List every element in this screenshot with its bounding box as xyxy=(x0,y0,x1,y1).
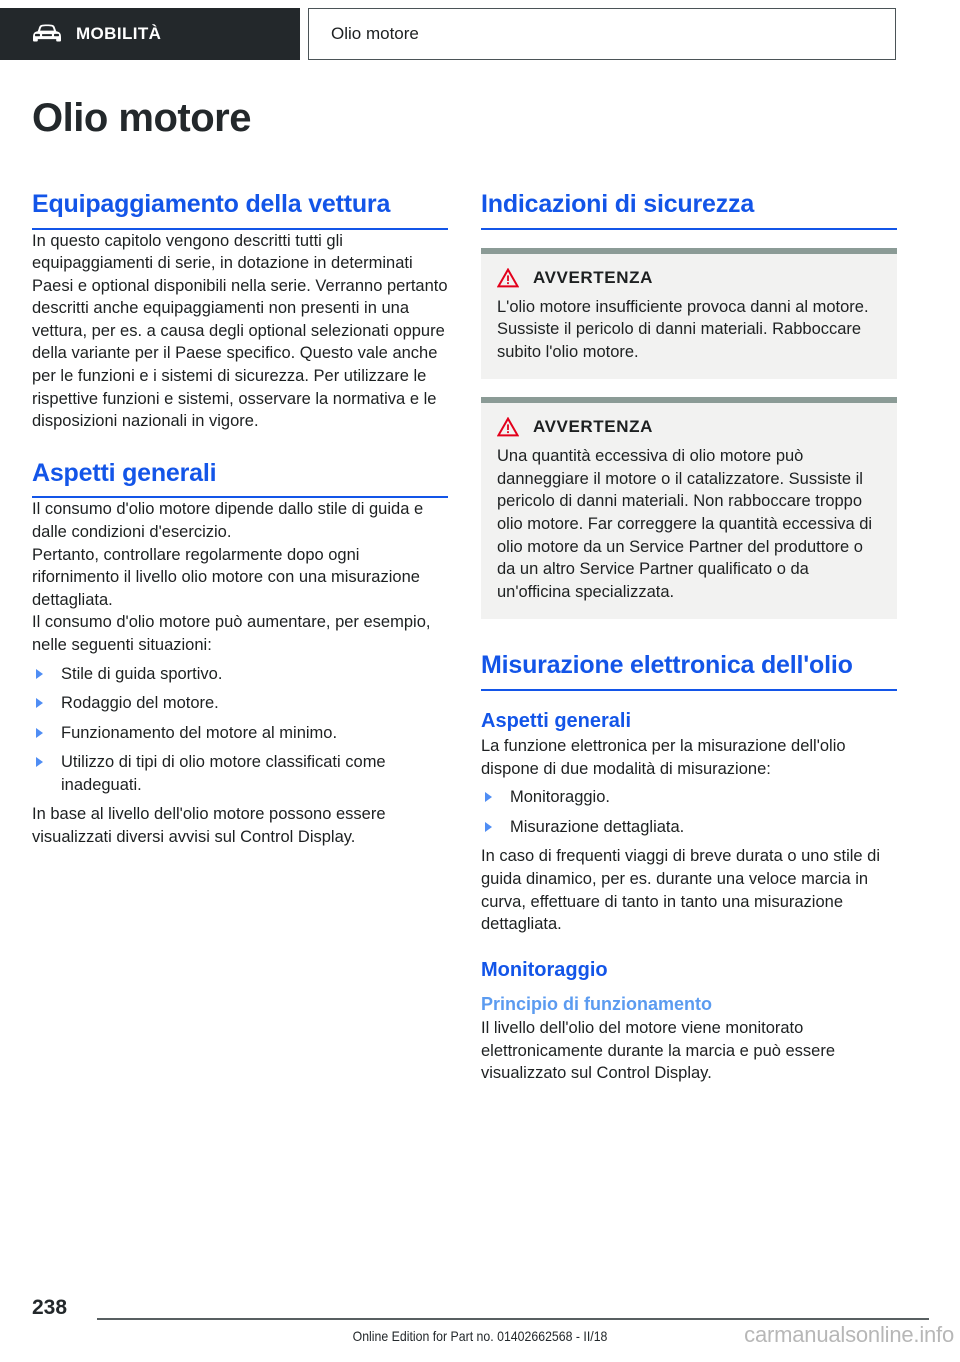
document-header xyxy=(0,8,960,60)
warning-header xyxy=(497,417,881,437)
paragraph-equipaggiamento: In questo capitolo vengono descritti tutti gli equipaggiamenti di serie, in dotazione in determinati Paesi e optional disponibili nella serie. Verranno pertanto descritti anche equipaggiamenti non presenti in una vettura, per es. a causa degli optional selezionati oppure della variante per il Paese specifico. Questo vale anche per le funzioni e i sistemi di sicurezza. Per utilizzare le rispettive funzioni e sistemi, osservare la normativa e le disposizioni nazionali in vigore. xyxy=(32,231,448,431)
chapter-tab[interactable] xyxy=(0,8,300,60)
triangle-bullet-icon xyxy=(36,728,43,738)
section-tab-label: Olio motore xyxy=(331,24,419,43)
paragraph-avvisi-control-display: In base al livello dell'olio motore possono essere visualizzati diversi avvisi sul Control Display. xyxy=(32,805,386,847)
page-number: 238 xyxy=(32,1296,68,1319)
warning-text: Una quantità eccessiva di olio motore può danneggiare il motore o il catalizzatore. Sussiste il pericolo di danni materiali. Non rabboccare troppo olio motore. Far correggere la quantità eccessiva di olio motore da un Service Partner del produttore o da un altro Service Partner qualificato o da un'officina specializzata. xyxy=(497,447,873,601)
heading-aspetti-generali: Aspetti generali xyxy=(32,459,448,499)
warning-header xyxy=(497,268,881,288)
list-item-label: Funzionamento del motore al minimo. xyxy=(61,723,338,742)
paragraph-consumo-olio: Il consumo d'olio motore dipende dallo stile di guida e dalle condizioni d'esercizio. xyxy=(32,500,424,541)
paragraph-funzione-elettronica: La funzione elettronica per la misurazione dell'olio dispone di due modalità di misurazione: xyxy=(481,736,846,778)
bullet-list-modalita xyxy=(481,786,897,838)
heading-aspetti-generali-right: Aspetti generali xyxy=(481,709,632,732)
left-column xyxy=(32,190,448,849)
list-item xyxy=(481,786,897,809)
list-item xyxy=(32,692,448,715)
right-column xyxy=(481,190,897,1085)
list-item xyxy=(32,663,448,686)
page-title: Olio motore xyxy=(32,96,251,140)
list-item-label: Utilizzo di tipi di olio motore classificati come inadeguati. xyxy=(61,753,386,794)
page-footer xyxy=(0,1290,960,1362)
list-item xyxy=(32,722,448,745)
heading-monitoraggio: Monitoraggio xyxy=(481,958,608,981)
list-item-label: Stile di guida sportivo. xyxy=(61,664,223,683)
paragraph-livello-olio-monitorato: Il livello dell'olio del motore viene monitorato elettronicamente durante la marcia e può essere visualizzato sul Control Display. xyxy=(481,1019,836,1083)
warning-triangle-icon xyxy=(497,417,519,437)
heading-indicazioni-sicurezza: Indicazioni di sicurezza xyxy=(481,190,897,230)
warning-title: AVVERTENZA xyxy=(533,267,653,287)
list-item-label: Rodaggio del motore. xyxy=(61,694,219,713)
chapter-label: MOBILITÀ xyxy=(76,24,162,43)
section-tab[interactable] xyxy=(308,8,896,60)
warning-text: L'olio motore insufficiente provoca danni al motore. Sussiste il pericolo di danni materiali. Rabboccare subito l'olio motore. xyxy=(497,297,869,361)
bullet-list-situazioni xyxy=(32,663,448,797)
list-item xyxy=(32,751,448,796)
list-item-label: Misurazione dettagliata. xyxy=(510,817,685,836)
heading-principio-funzionamento: Principio di funzionamento xyxy=(481,993,712,1014)
list-item-label: Monitoraggio. xyxy=(510,788,610,807)
triangle-bullet-icon xyxy=(485,822,492,832)
triangle-bullet-icon xyxy=(36,669,43,679)
heading-equipaggiamento: Equipaggiamento della vettura xyxy=(32,190,448,230)
warning-box xyxy=(481,397,897,619)
triangle-bullet-icon xyxy=(36,698,43,708)
list-item xyxy=(481,816,897,839)
paragraph-controllare: Pertanto, controllare regolarmente dopo ogni rifornimento il livello olio motore con una misurazione dettagliata. xyxy=(32,545,420,609)
warning-triangle-icon xyxy=(497,268,519,288)
warning-box xyxy=(481,248,897,380)
car-front-icon xyxy=(32,23,62,45)
watermark-text: carmanualsonline.info xyxy=(744,1322,954,1347)
triangle-bullet-icon xyxy=(485,792,492,802)
footer-edition-text: Online Edition for Part no. 01402662568 - II/18 xyxy=(352,1328,608,1344)
warning-title: AVVERTENZA xyxy=(533,417,653,437)
footer-divider xyxy=(97,1318,929,1320)
heading-misurazione-elettronica: Misurazione elettronica dell'olio xyxy=(481,651,897,691)
paragraph-viaggi-breve-durata: In caso di frequenti viaggi di breve durata o uno stile di guida dinamico, per es. durante una veloce marcia in curva, effettuare di tanto in tanto una misurazione dettagliata. xyxy=(481,847,880,934)
triangle-bullet-icon xyxy=(36,757,43,767)
paragraph-consumo-aumentare: Il consumo d'olio motore può aumentare, per esempio, nelle seguenti situazioni: xyxy=(32,613,431,654)
